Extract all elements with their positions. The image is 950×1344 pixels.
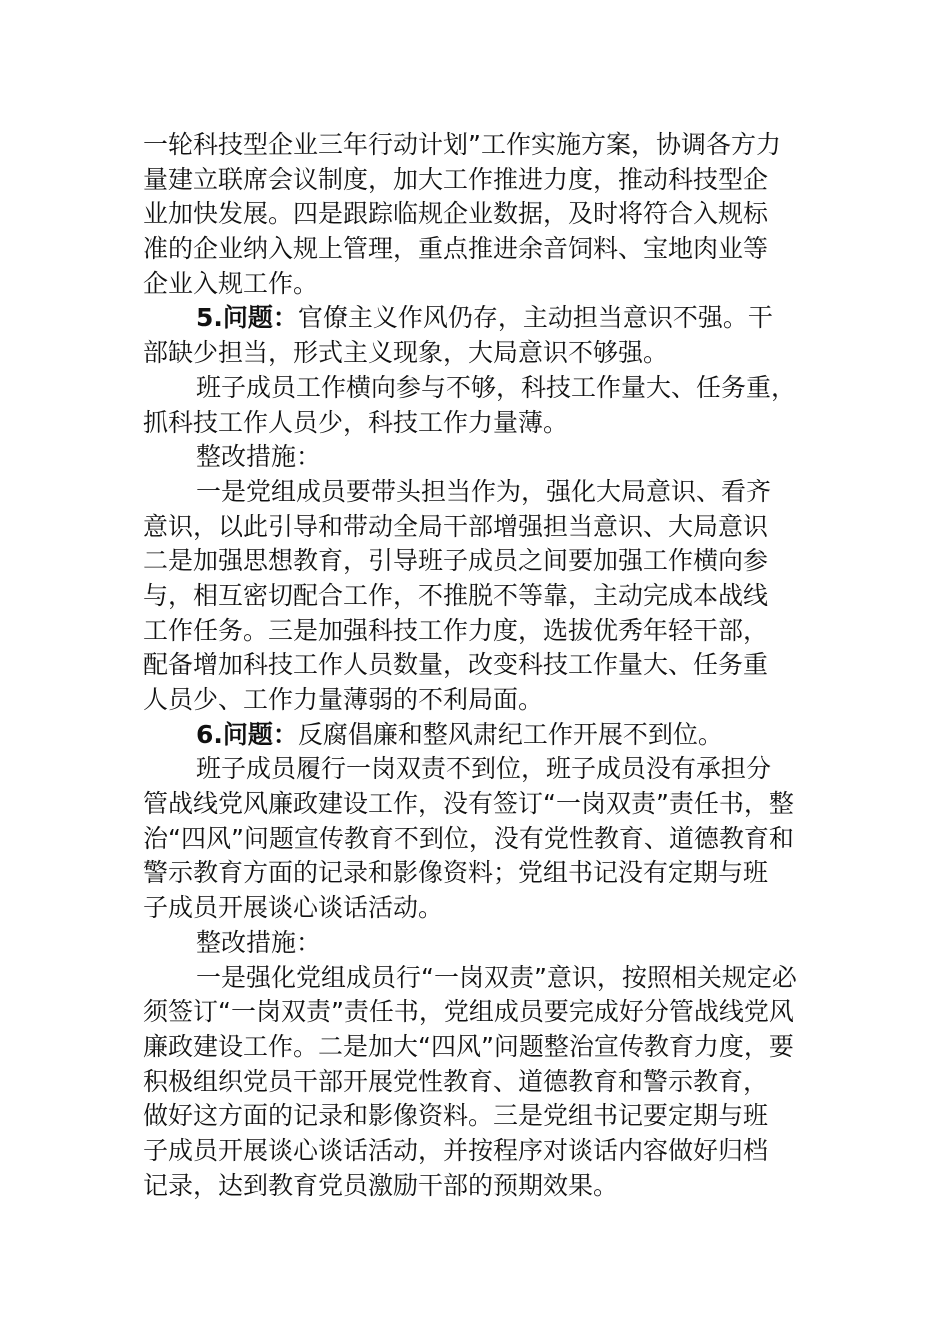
paragraph-line — [143, 440, 833, 475]
paragraph-line — [143, 128, 833, 163]
document-body — [143, 128, 833, 1203]
paragraph-line — [143, 822, 833, 857]
paragraph-line — [143, 197, 833, 232]
line-text: 治“四风”问题宣传教育不到位，没有党性教育、道德教育和 — [143, 823, 794, 853]
paragraph-line — [143, 544, 833, 579]
section-heading-label: 6.问题： — [196, 719, 298, 749]
paragraph-line — [143, 1099, 833, 1134]
line-text: 一是党组成员要带头担当作为，强化大局意识、看齐 — [196, 476, 772, 506]
paragraph-line — [143, 1030, 833, 1065]
section-heading-label: 5.问题： — [196, 303, 298, 333]
line-text: 准的企业纳入规上管理，重点推进余音饲料、宝地肉业等 — [143, 234, 769, 264]
paragraph-line — [143, 371, 833, 406]
line-text: 班子成员工作横向参与不够，科技工作量大、任务重， — [196, 372, 797, 402]
line-text: 企业入规工作。 — [143, 268, 319, 298]
paragraph-line — [143, 752, 833, 787]
line-text: 积极组织党员干部开展党性教育、道德教育和警示教育， — [143, 1066, 769, 1096]
section-heading-line — [143, 301, 833, 336]
line-text: 子成员开展谈心谈话活动，并按程序对谈话内容做好归档 — [143, 1135, 769, 1165]
paragraph-line — [143, 961, 833, 996]
paragraph-line — [143, 475, 833, 510]
line-text: 整改措施： — [196, 927, 322, 957]
line-text: 抓科技工作人员少，科技工作力量薄。 — [143, 407, 569, 437]
line-text: 记录，达到教育党员激励干部的预期效果。 — [143, 1170, 619, 1200]
paragraph-line — [143, 926, 833, 961]
line-text: 警示教育方面的记录和影像资料；党组书记没有定期与班 — [143, 858, 769, 888]
paragraph-line — [143, 336, 833, 371]
paragraph-line — [143, 1134, 833, 1169]
line-text: 管战线党风廉政建设工作，没有签订“一岗双责”责任书，整 — [143, 789, 794, 819]
line-text: 部缺少担当，形式主义现象，大局意识不够强。 — [143, 338, 669, 368]
paragraph-line — [143, 267, 833, 302]
paragraph-line — [143, 787, 833, 822]
paragraph-line — [143, 1169, 833, 1204]
paragraph-line — [143, 1065, 833, 1100]
paragraph-line — [143, 683, 833, 718]
paragraph-line — [143, 648, 833, 683]
line-text: 意识，以此引导和带动全局干部增强担当意识、大局意识 — [143, 511, 769, 541]
line-text: 业加快发展。四是跟踪临规企业数据，及时将符合入规标 — [143, 199, 769, 229]
line-text: 与，相互密切配合工作，不推脱不等靠，主动完成本战线 — [143, 580, 769, 610]
section-heading-text: 官僚主义作风仍存，主动担当意识不强。干 — [297, 303, 773, 333]
line-text: 工作任务。三是加强科技工作力度，选拔优秀年轻干部， — [143, 615, 769, 645]
paragraph-line — [143, 579, 833, 614]
line-text: 一是强化党组成员行“一岗双责”意识，按照相关规定必 — [196, 962, 797, 992]
line-text: 廉政建设工作。二是加大“四风”问题整治宣传教育力度，要 — [143, 1031, 794, 1061]
line-text: 二是加强思想教育，引导班子成员之间要加强工作横向参 — [143, 546, 769, 576]
section-heading-text: 反腐倡廉和整风肃纪工作开展不到位。 — [297, 719, 723, 749]
line-text: 配备增加科技工作人员数量，改变科技工作量大、任务重 — [143, 650, 769, 680]
line-text: 做好这方面的记录和影像资料。三是党组书记要定期与班 — [143, 1101, 769, 1131]
paragraph-line — [143, 163, 833, 198]
paragraph-line — [143, 614, 833, 649]
paragraph-line — [143, 891, 833, 926]
line-text: 人员少、工作力量薄弱的不利局面。 — [143, 685, 544, 714]
line-text: 子成员开展谈心谈话活动。 — [143, 893, 444, 923]
line-text: 量建立联席会议制度，加大工作推进力度，推动科技型企 — [143, 164, 769, 194]
paragraph-line — [143, 232, 833, 267]
paragraph-line — [143, 856, 833, 891]
section-heading-line — [143, 718, 833, 753]
line-text: 班子成员履行一岗双责不到位，班子成员没有承担分 — [196, 754, 772, 784]
line-text: 一轮科技型企业三年行动计划”工作实施方案，协调各方力 — [143, 130, 781, 159]
paragraph-line — [143, 406, 833, 441]
paragraph-line — [143, 510, 833, 545]
line-text: 整改措施： — [196, 442, 322, 472]
line-text: 须签订“一岗双责”责任书，党组成员要完成好分管战线党风 — [143, 997, 794, 1027]
paragraph-line — [143, 995, 833, 1030]
